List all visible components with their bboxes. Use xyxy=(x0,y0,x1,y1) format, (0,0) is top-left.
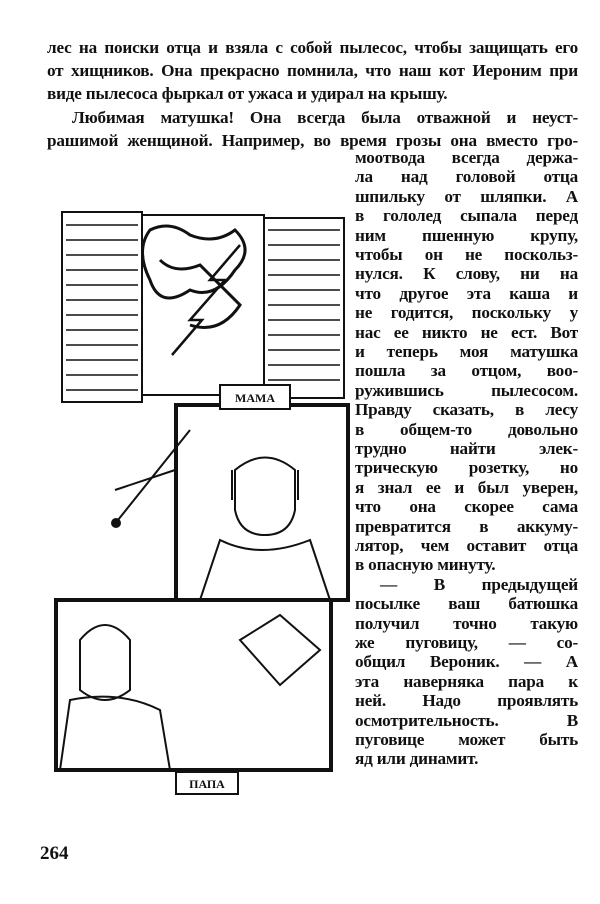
text-line: от хищников. Она прекрасно помнила, что наш кот Иероним при xyxy=(47,61,578,81)
text-line: трическую розетку, но xyxy=(355,458,578,478)
text-line: чтобы он не поскольз- xyxy=(355,245,578,264)
text-line: Правду сказать, в лесу xyxy=(355,400,578,420)
text-line: ним пшенную крупу, xyxy=(355,225,578,245)
text-line: что другое эта каша и xyxy=(355,283,578,303)
text-line: не годится, поскольку у xyxy=(355,303,578,323)
text-line: и теперь моя матушка xyxy=(355,342,578,361)
text-line: пуговице может быть xyxy=(355,730,578,749)
text-line: в опасную минуту. xyxy=(355,555,496,575)
text-line: осмотрительность. В xyxy=(355,710,578,730)
text-line: эта наверняка пара к xyxy=(355,671,578,691)
text-line: я знал ее и был уверен, xyxy=(355,477,578,497)
text-line: что она скорее сама xyxy=(355,497,578,517)
text-line: превратится в аккуму- xyxy=(355,516,578,536)
mama-portrait xyxy=(112,385,348,600)
window-shutters xyxy=(62,212,344,402)
papa-portrait xyxy=(56,600,331,794)
text-line: пошла за отцом, воо- xyxy=(355,361,578,381)
text-line: виде пылесоса фыркал от ужаса и удирал на крышу. xyxy=(47,84,448,104)
text-line: трудно найти элек- xyxy=(355,439,578,458)
text-line: в гололед сыпала перед xyxy=(355,206,578,226)
text-line: получил точно такую xyxy=(355,613,578,633)
text-line: в общем-то довольно xyxy=(355,419,578,439)
text-line: Любимая матушка! Она всегда была отважной и неуст- xyxy=(72,107,578,127)
text-line: яд или динамит. xyxy=(355,749,479,769)
page-number: 264 xyxy=(40,843,69,864)
text-line: лес на поиски отца и взяла с собой пылесос, чтобы защищать его xyxy=(47,38,578,57)
text-line: нулся. К слову, ни на xyxy=(355,264,578,284)
text-line: рашимой женщиной. Например, во время грозы она вместо гро- xyxy=(47,130,578,150)
text-line: общил Вероник. — А xyxy=(355,652,578,672)
papa-label: ПАПА xyxy=(189,777,225,791)
text-line: — В предыдущей xyxy=(380,574,578,594)
text-line: моотвода всегда держа- xyxy=(355,148,578,167)
text-line: лятор, чем оставит отца xyxy=(355,536,578,555)
text-line: ней. Надо проявлять xyxy=(355,691,578,711)
text-line: посылке ваш батюшка xyxy=(355,594,578,614)
text-line: нас ее никто не ест. Вот xyxy=(355,322,578,342)
text-line: шпильку от шляпки. А xyxy=(355,186,578,206)
text-line: ла над головой отца xyxy=(355,167,578,187)
text-line: же пуговицу, — со- xyxy=(355,633,578,652)
mama-label: МАМА xyxy=(235,391,275,405)
text-line: ружившись пылесосом. xyxy=(355,380,578,400)
